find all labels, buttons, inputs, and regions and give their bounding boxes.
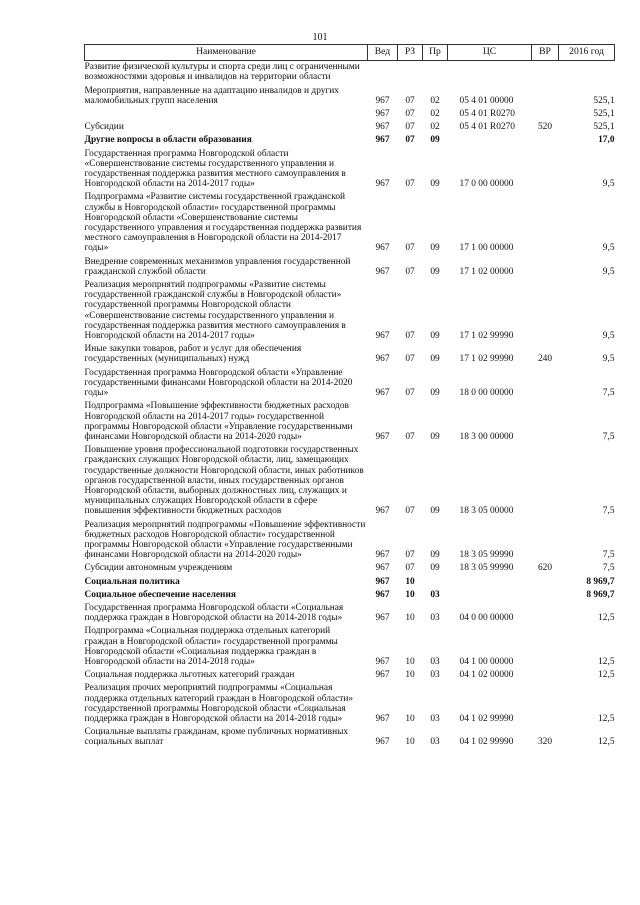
cell-ved: 967 xyxy=(375,331,390,342)
cell-sum: 525,1 xyxy=(593,109,615,120)
header-cs: ЦС xyxy=(448,45,532,61)
cell-ved: 967 xyxy=(375,354,390,365)
cell-vr xyxy=(532,602,559,625)
cell-cs: 17 1 02 99990 xyxy=(459,331,514,342)
cell-rz xyxy=(398,61,423,85)
cell-sum: 9,5 xyxy=(602,179,615,190)
cell-vr xyxy=(532,589,559,602)
table-row xyxy=(85,367,615,401)
table-row xyxy=(85,519,615,563)
table-row xyxy=(85,108,615,121)
cell-pr: 02 xyxy=(430,109,440,120)
cell-name: Государственная программа Новгородской области «Социальная поддержка граждан в Новгородской области на 2014-2018 годы» xyxy=(84,602,344,624)
cell-pr: 02 xyxy=(430,122,440,133)
cell-ved: 967 xyxy=(375,613,390,624)
cell-sum: 12,5 xyxy=(598,713,615,724)
cell-name: Развитие физической культуры и спорта среди лиц с ограниченными возможностями здоровья и инвалидов на территории области xyxy=(84,62,360,83)
cell-sum xyxy=(559,61,615,85)
cell-vr: 240 xyxy=(537,354,553,365)
cell-ved: 967 xyxy=(375,122,390,133)
cell-sum: 525,1 xyxy=(593,95,615,106)
table-row xyxy=(85,85,615,108)
cell-rz: 07 xyxy=(405,550,415,561)
cell-sum: 12,5 xyxy=(598,656,615,667)
header-sum: 2016 год xyxy=(559,45,615,61)
cell-name: Социальная поддержка льготных категорий граждан xyxy=(84,670,295,681)
cell-pr: 09 xyxy=(430,179,440,190)
cell-rz: 07 xyxy=(405,122,415,133)
table-row xyxy=(85,61,615,85)
cell-rz: 10 xyxy=(405,613,415,624)
table-row xyxy=(85,343,615,366)
cell-cs xyxy=(448,134,532,147)
cell-pr: 03 xyxy=(430,589,440,600)
cell-cs: 17 1 02 99990 xyxy=(459,354,514,365)
cell-cs: 18 3 05 00000 xyxy=(459,506,514,517)
cell-pr: 03 xyxy=(430,656,440,667)
cell-rz: 07 xyxy=(405,431,415,442)
cell-vr xyxy=(532,669,559,682)
table-header xyxy=(85,45,615,61)
cell-ved: 967 xyxy=(375,713,390,724)
cell-ved: 967 xyxy=(375,737,390,748)
cell-vr xyxy=(532,519,559,563)
cell-name: Подпрограмма «Развитие системы государственной гражданской службы в Новгородской области» государственной программы Новгородской области «Совершенствование системы государственного управления и государственная поддержка развития местного самоуправления в Новгородской области на 2014-2017 годы» xyxy=(84,192,362,254)
cell-cs xyxy=(448,589,532,602)
cell-vr xyxy=(532,625,559,669)
cell-name: Реализация мероприятий подпрограммы «Повышение эффективности бюджетных расходов Новгородской области» государственной программы Новгородской области «Управление государственными финансами Новгородской области на 2014-2020 годы» xyxy=(84,519,366,561)
cell-vr xyxy=(532,256,559,279)
cell-pr: 09 xyxy=(430,550,440,561)
cell-pr: 09 xyxy=(430,388,440,399)
cell-vr xyxy=(532,367,559,401)
cell-ved: 967 xyxy=(375,135,390,146)
cell-cs: 18 3 05 99990 xyxy=(459,563,514,574)
header-rz: РЗ xyxy=(398,45,423,61)
table-body xyxy=(85,61,615,750)
cell-pr: 09 xyxy=(430,135,440,146)
cell-cs: 17 1 02 00000 xyxy=(459,266,514,277)
cell-cs: 04 1 02 00000 xyxy=(459,670,514,681)
cell-sum: 7,5 xyxy=(602,388,615,399)
cell-sum: 7,5 xyxy=(602,431,615,442)
cell-sum: 7,5 xyxy=(602,506,615,517)
cell-rz: 07 xyxy=(405,331,415,342)
cell-pr: 03 xyxy=(430,737,440,748)
cell-sum: 9,5 xyxy=(602,331,615,342)
cell-name xyxy=(85,108,368,121)
cell-name: Реализация мероприятий подпрограммы «Развитие системы государственной гражданской службы в Новгородской области» государственной программы Новгородской области «Совершенствование системы государственного управления и государственная поддержка развития местного самоуправления в Новгородской области на 2014-2017 годы» xyxy=(84,280,346,342)
cell-name: Иные закупки товаров, работ и услуг для обеспечения государственных (муниципальных) нужд xyxy=(84,344,302,365)
cell-ved: 967 xyxy=(375,243,390,254)
cell-rz: 07 xyxy=(405,95,415,106)
cell-sum: 12,5 xyxy=(598,737,615,748)
cell-vr xyxy=(532,108,559,121)
cell-sum: 9,5 xyxy=(602,243,615,254)
table-row xyxy=(85,256,615,279)
cell-cs: 18 3 00 00000 xyxy=(459,431,514,442)
cell-cs: 05 4 01 R0270 xyxy=(459,122,515,133)
cell-vr: 620 xyxy=(537,563,553,574)
cell-ved: 967 xyxy=(375,670,390,681)
cell-rz: 07 xyxy=(405,135,415,146)
table-row xyxy=(85,148,615,192)
header-ved: Вед xyxy=(368,45,398,61)
cell-rz: 07 xyxy=(405,179,415,190)
cell-ved xyxy=(368,61,398,85)
cell-cs: 17 1 00 00000 xyxy=(459,243,514,254)
cell-ved: 967 xyxy=(375,550,390,561)
cell-vr xyxy=(532,61,559,85)
cell-vr xyxy=(532,444,559,518)
cell-rz: 10 xyxy=(405,713,415,724)
table-row xyxy=(85,682,615,726)
cell-ved: 967 xyxy=(375,563,390,574)
header-pr: Пр xyxy=(423,45,448,61)
table-row xyxy=(85,589,615,602)
cell-cs: 05 4 01 R0270 xyxy=(459,109,515,120)
cell-cs: 04 0 00 00000 xyxy=(459,613,514,624)
cell-name: Другие вопросы в области образования xyxy=(84,135,252,146)
table-row xyxy=(85,669,615,682)
table-row xyxy=(85,726,615,749)
table-row xyxy=(85,400,615,444)
cell-pr xyxy=(423,576,448,589)
cell-pr: 09 xyxy=(430,431,440,442)
cell-pr: 09 xyxy=(430,506,440,517)
cell-ved: 967 xyxy=(375,506,390,517)
cell-cs: 05 4 01 00000 xyxy=(459,95,514,106)
cell-vr: 320 xyxy=(537,737,553,748)
cell-sum: 8 969,7 xyxy=(586,576,615,587)
cell-name: Государственная программа Новгородской области «Управление государственными финансами Новгородской области на 2014-2020 годы» xyxy=(84,367,353,399)
cell-vr xyxy=(532,682,559,726)
cell-rz: 07 xyxy=(405,243,415,254)
cell-pr: 03 xyxy=(430,670,440,681)
cell-rz: 07 xyxy=(405,563,415,574)
table-row xyxy=(85,444,615,518)
cell-pr: 09 xyxy=(430,266,440,277)
cell-ved: 967 xyxy=(375,576,390,587)
cell-pr: 09 xyxy=(430,354,440,365)
cell-pr: 09 xyxy=(430,563,440,574)
cell-rz: 07 xyxy=(405,266,415,277)
cell-rz: 07 xyxy=(405,109,415,120)
cell-name: Повышение уровня профессиональной подготовки государственных гражданских служащих Новгородской области, лиц, замещающих государственные должности Новгородской области, иных работников органов государственной власти, иных государственных органов Новгородской области, выборных должностных лиц, служащих и муниципальных служащих Новгородской области в сфере повышения эффективности бюджетных расходов xyxy=(84,445,364,517)
cell-sum: 9,5 xyxy=(602,266,615,277)
cell-sum: 525,1 xyxy=(593,122,615,133)
cell-rz: 07 xyxy=(405,388,415,399)
cell-rz: 10 xyxy=(405,656,415,667)
cell-name: Субсидии xyxy=(84,122,124,133)
cell-vr xyxy=(532,134,559,147)
cell-ved: 967 xyxy=(375,656,390,667)
cell-sum: 9,5 xyxy=(602,354,615,365)
cell-name: Реализация прочих мероприятий подпрограммы «Социальная поддержка отдельных категорий граждан в Новгородской области» государственной программы Новгородской области «Социальная поддержка граждан в Новгородской области на 2014-2018 годы» xyxy=(84,683,354,724)
cell-name: Социальная политика xyxy=(84,576,180,587)
table-row xyxy=(85,191,615,255)
cell-sum: 7,5 xyxy=(602,563,615,574)
cell-name: Подпрограмма «Повышение эффективности бюджетных расходов Новгородской области на 2014-2017 годы» государственной программы Новгородской области «Управление государственными финансами Новгородской области на 2014-2020 годы» xyxy=(84,401,353,442)
cell-cs: 04 1 02 99990 xyxy=(459,737,514,748)
cell-sum: 8 969,7 xyxy=(586,589,615,600)
table-row xyxy=(85,279,615,343)
cell-name: Субсидии автономным учреждениям xyxy=(84,563,233,574)
cell-ved: 967 xyxy=(375,179,390,190)
cell-name: Внедрение современных механизмов управления государственной гражданской службой области xyxy=(84,256,351,277)
cell-rz: 10 xyxy=(405,576,415,587)
cell-rz: 07 xyxy=(405,354,415,365)
header-vr: ВР xyxy=(532,45,559,61)
cell-pr: 02 xyxy=(430,95,440,106)
cell-ved: 967 xyxy=(375,266,390,277)
cell-vr: 520 xyxy=(537,122,553,133)
cell-rz: 07 xyxy=(405,506,415,517)
cell-pr: 09 xyxy=(430,243,440,254)
cell-ved: 967 xyxy=(375,388,390,399)
cell-name: Государственная программа Новгородской области «Совершенствование системы государственного управления и государственная поддержка развития местного самоуправления в Новгородской области на 2014-2017 годы» xyxy=(84,148,346,190)
cell-pr: 03 xyxy=(430,613,440,624)
cell-cs: 18 0 00 00000 xyxy=(459,388,514,399)
table-row xyxy=(85,121,615,134)
cell-pr: 03 xyxy=(430,713,440,724)
cell-vr xyxy=(532,576,559,589)
cell-ved: 967 xyxy=(375,95,390,106)
cell-name: Мероприятия, направленные на адаптацию инвалидов и других маломобильных групп населения xyxy=(84,85,339,106)
cell-name: Подпрограмма «Социальная поддержка отдельных категорий граждан в Новгородской области» государственной программы Новгородской области «Социальная поддержка граждан в Новгородской области на 2014-2018 годы» xyxy=(84,626,338,667)
cell-ved: 967 xyxy=(375,431,390,442)
cell-vr xyxy=(532,148,559,192)
page-number: 101 xyxy=(312,32,328,43)
cell-pr xyxy=(423,61,448,85)
table-row xyxy=(85,576,615,589)
cell-ved: 967 xyxy=(375,589,390,600)
cell-name: Социальное обеспечение населения xyxy=(84,589,236,600)
header-name: Наименование xyxy=(85,45,368,61)
cell-ved: 967 xyxy=(375,109,390,120)
cell-rz: 10 xyxy=(405,670,415,681)
cell-sum: 12,5 xyxy=(598,613,615,624)
cell-rz: 10 xyxy=(405,737,415,748)
table-row xyxy=(85,602,615,625)
cell-pr: 09 xyxy=(430,331,440,342)
cell-sum: 17,0 xyxy=(598,135,615,146)
cell-vr xyxy=(532,191,559,255)
cell-sum: 7,5 xyxy=(602,550,615,561)
table-row xyxy=(85,562,615,575)
table-row xyxy=(85,625,615,669)
cell-sum: 12,5 xyxy=(598,670,615,681)
cell-cs: 04 1 00 00000 xyxy=(459,656,514,667)
cell-vr xyxy=(532,85,559,108)
cell-cs: 17 0 00 00000 xyxy=(459,179,514,190)
cell-vr xyxy=(532,400,559,444)
cell-cs: 04 1 02 99990 xyxy=(459,713,514,724)
table-row xyxy=(85,134,615,147)
cell-cs: 18 3 05 99990 xyxy=(459,550,514,561)
cell-rz: 10 xyxy=(405,589,415,600)
cell-cs xyxy=(448,576,532,589)
cell-vr xyxy=(532,279,559,343)
cell-cs xyxy=(448,61,532,85)
budget-table xyxy=(84,44,615,750)
cell-name: Социальные выплаты гражданам, кроме публичных нормативных социальных выплат xyxy=(84,727,349,748)
